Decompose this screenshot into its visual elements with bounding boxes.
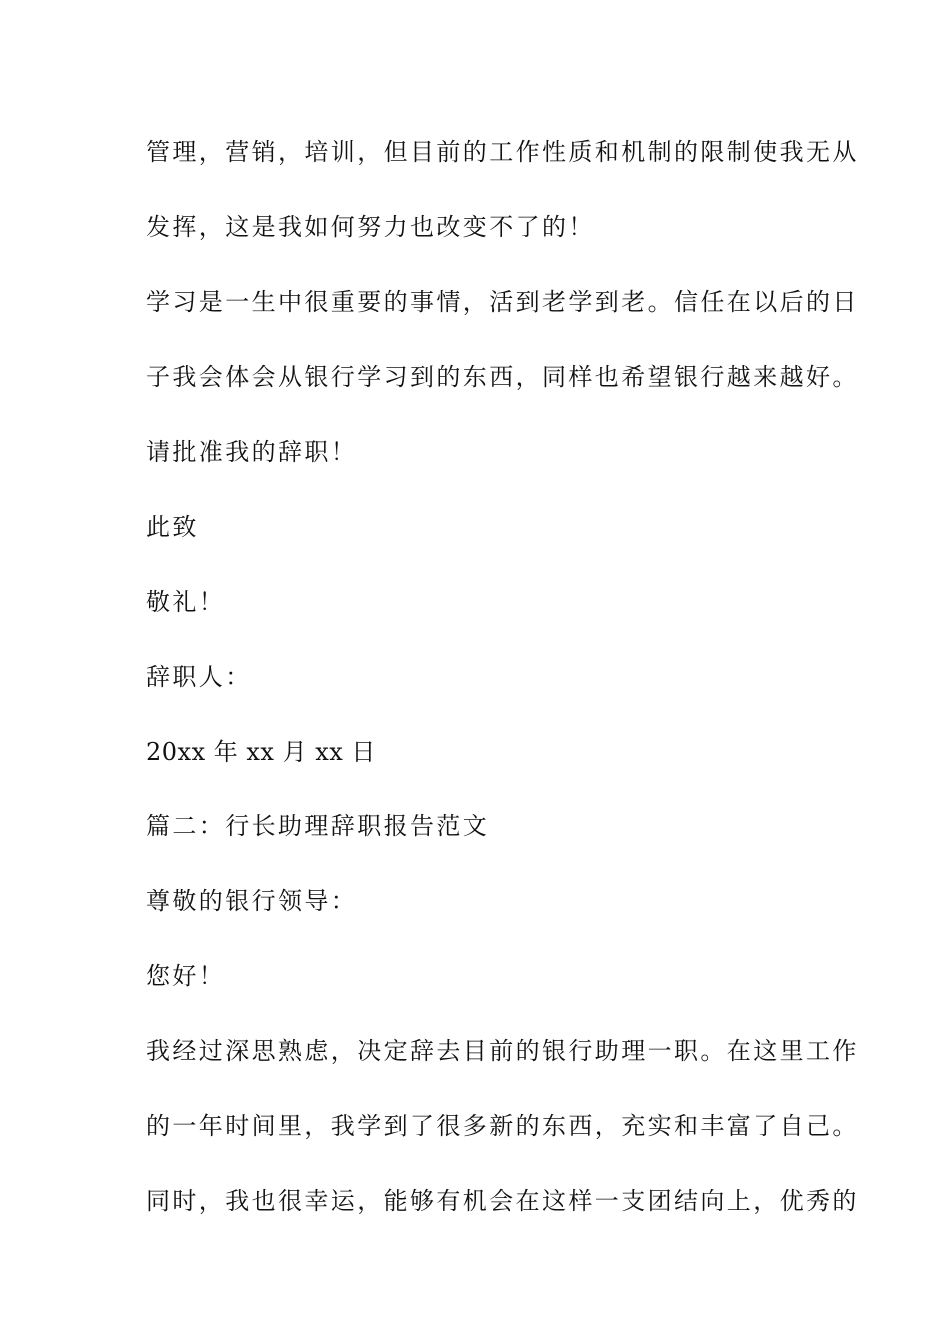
section-heading: 篇二：行长助理辞职报告范文 [146, 812, 490, 840]
date-line: 20xx 年 xx 月 xx 日 [146, 738, 376, 766]
body-text-line: 管理，营销，培训，但目前的工作性质和机制的限制使我无从 [146, 138, 859, 166]
body-text-line: 我经过深思熟虑，决定辞去目前的银行助理一职。在这里工作 [146, 1037, 859, 1065]
salutation-line: 敬礼！ [146, 588, 226, 616]
closing-line: 此致 [146, 513, 199, 541]
body-text-line: 同时，我也很幸运，能够有机会在这样一支团结向上，优秀的 [146, 1187, 859, 1215]
body-text-line: 发挥，这是我如何努力也改变不了的！ [146, 213, 595, 241]
greeting-line: 您好！ [146, 962, 226, 990]
body-text-line: 学习是一生中很重要的事情，活到老学到老。信任在以后的日 [146, 288, 859, 316]
request-line: 请批准我的辞职！ [146, 438, 358, 466]
addressee-line: 尊敬的银行领导： [146, 887, 358, 915]
body-text-line: 子我会体会从银行学习到的东西，同样也希望银行越来越好。 [146, 363, 859, 391]
signer-line: 辞职人： [146, 663, 252, 691]
body-text-line: 的一年时间里，我学到了很多新的东西，充实和丰富了自己。 [146, 1112, 859, 1140]
